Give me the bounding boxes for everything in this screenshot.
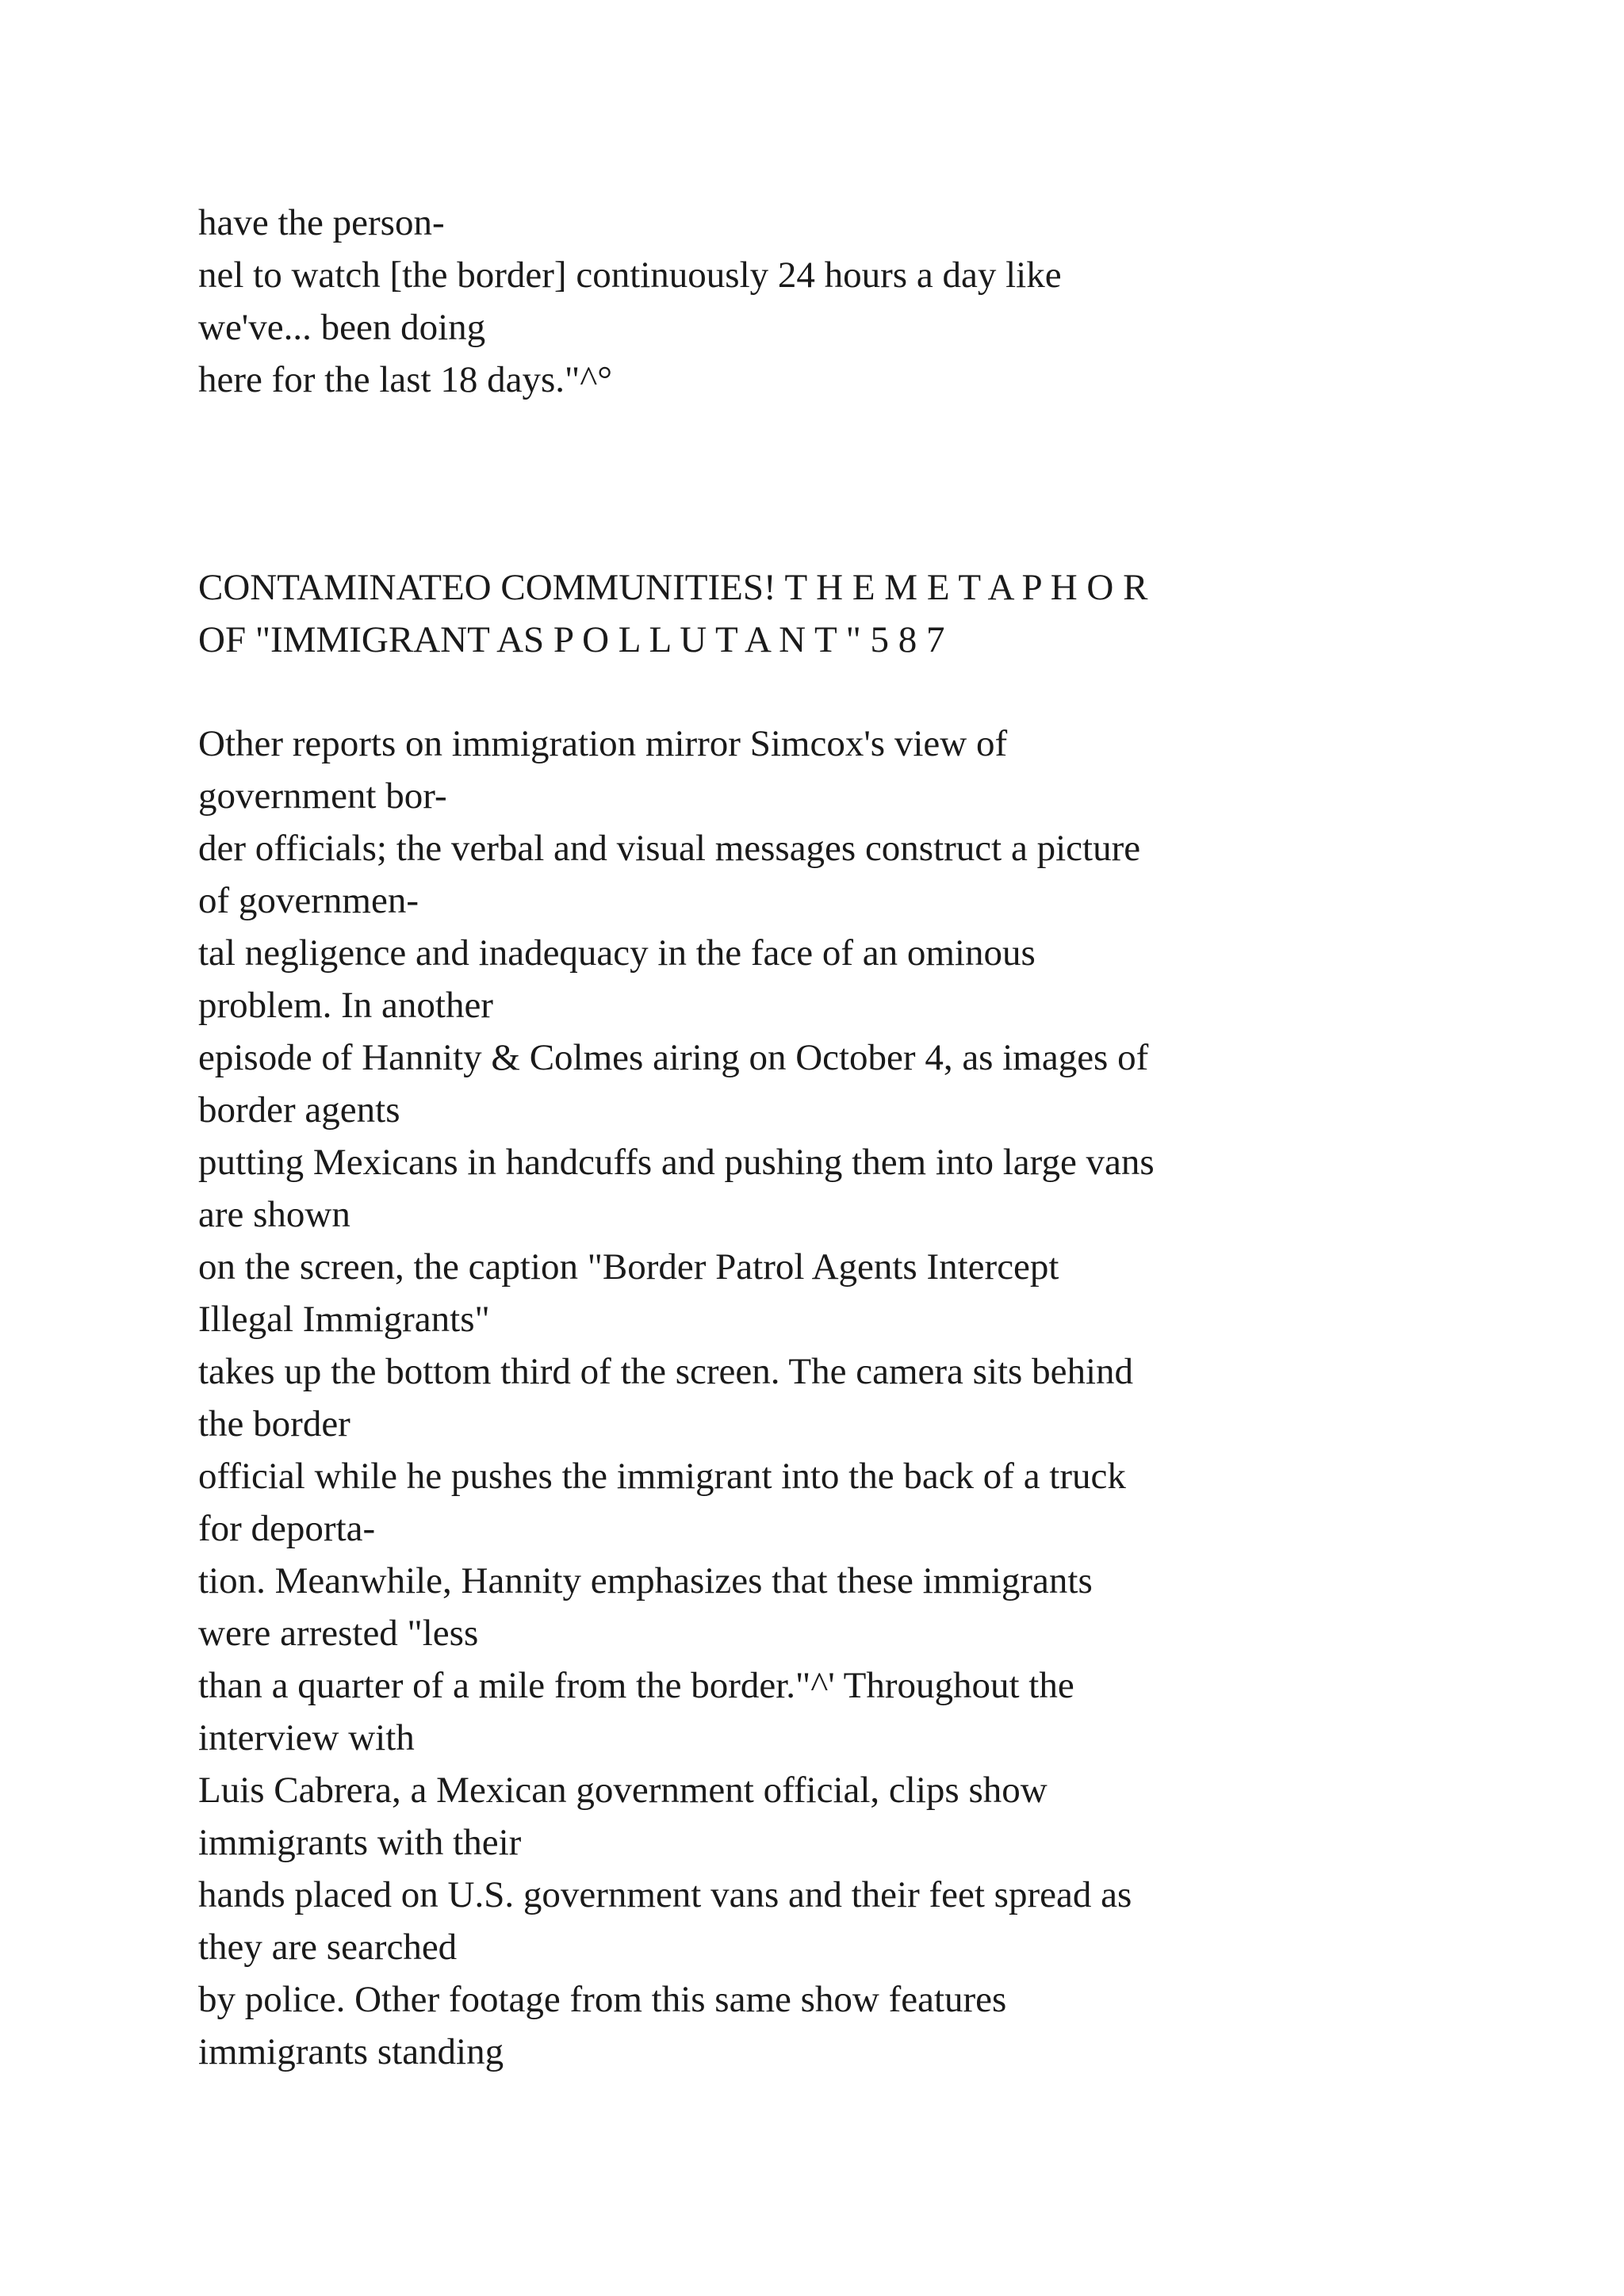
- text-line: Illegal Immigrants": [198, 1299, 490, 1340]
- text-line: Luis Cabrera, a Mexican government official, clips show: [198, 1770, 1048, 1811]
- text-block-top: [198, 197, 1507, 406]
- text-line: Other reports on immigration mirror Simcox's view of: [198, 723, 1008, 764]
- text-line: putting Mexicans in handcuffs and pushing them into large vans: [198, 1142, 1155, 1183]
- text-line: nel to watch [the border] continuously 24 hours a day like: [198, 254, 1062, 296]
- text-line: official while he pushes the immigrant into the back of a truck: [198, 1456, 1126, 1497]
- text-line: immigrants with their: [198, 1822, 522, 1863]
- text-line: government bor-: [198, 775, 447, 817]
- text-line: der officials; the verbal and visual messages construct a picture: [198, 828, 1141, 869]
- body-paragraph: [198, 718, 1507, 2078]
- text-line: interview with: [198, 1717, 415, 1758]
- heading-line: OF "IMMIGRANT AS P O L L U T A N T " 5 8 7: [198, 619, 945, 660]
- text-line: hands placed on U.S. government vans and their feet spread as: [198, 1874, 1132, 1915]
- text-line: have the person-: [198, 202, 445, 243]
- text-line: they are searched: [198, 1927, 458, 1968]
- text-line: of governmen-: [198, 880, 419, 921]
- text-line: than a quarter of a mile from the border."^' Throughout the: [198, 1665, 1074, 1706]
- text-line: were arrested "less: [198, 1613, 479, 1654]
- text-line: the border: [198, 1403, 350, 1445]
- text-line: are shown: [198, 1194, 350, 1235]
- text-line: here for the last 18 days."^°: [198, 359, 613, 400]
- text-line: on the screen, the caption "Border Patrol Agents Intercept: [198, 1246, 1059, 1288]
- text-line: immigrants standing: [198, 2031, 504, 2072]
- heading-line: CONTAMINATEO COMMUNITIES! T H E M E T A P H O R: [198, 567, 1148, 608]
- text-line: episode of Hannity & Colmes airing on October 4, as images of: [198, 1037, 1149, 1078]
- section-heading: [198, 561, 1507, 666]
- text-line: tion. Meanwhile, Hannity emphasizes that these immigrants: [198, 1560, 1093, 1601]
- text-line: tal negligence and inadequacy in the face of an ominous: [198, 932, 1036, 974]
- text-line: border agents: [198, 1089, 400, 1131]
- text-line: we've... been doing: [198, 307, 486, 348]
- text-line: takes up the bottom third of the screen. The camera sits behind: [198, 1351, 1134, 1392]
- text-line: by police. Other footage from this same show features: [198, 1979, 1007, 2020]
- text-line: problem. In another: [198, 985, 493, 1026]
- text-line: for deporta-: [198, 1508, 376, 1549]
